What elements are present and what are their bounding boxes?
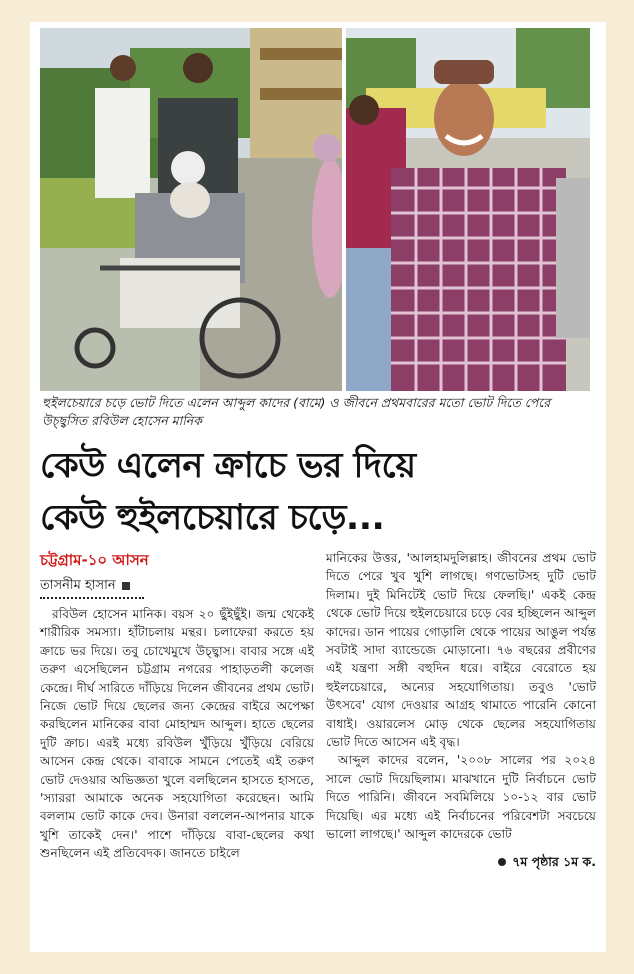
bullet-icon xyxy=(498,858,506,866)
byline-name: তাসনীম হাসান xyxy=(40,578,116,593)
headline-line-2: কেউ হুইলচেয়ারে চড়ে... xyxy=(40,498,385,538)
photo-caption: হুইলচেয়ারে চড়ে ভোট দিতে এলেন আব্দুল কাদের (বামে) ও জীবনে প্রথমবারের মতো ভোট দিতে পেরে উচ্ছ্বসিত রবিউল হোসেন মানিক xyxy=(42,395,551,428)
article-paragraph: আব্দুল কাদের বলেন, '২০০৮ সালের পর ২০২৪ সালে ভোট দিয়েছিলাম। মাঝখানে দুটি নির্বাচনে ভোট দিতে পারিনি। জীবনে সবমিলিয়ে ১০-১২ বার ভোট দিয়েছি। এর মধ্যে এই নির্বাচনের পরিবেশটা সবচেয়ে ভালো লাগছে।' আব্দুল কাদেরকে ভোট xyxy=(326,753,596,842)
divider xyxy=(40,597,144,599)
byline xyxy=(40,575,314,597)
article-paragraph: মানিকের উত্তর, 'আলহামদুলিল্লাহ। জীবনের প্রথম ভোট দিতে পেরে খুব খুশি লাগছে। গণভোটসহ দুটি ভোট দিলাম। দুই মিনিটেই ভোট দিয়ে ফেলছি।' একই কেন্দ্র থেকে ভোট দিয়ে হুইলচেয়ারে চড়ে বের হচ্ছিলেন আব্দুল কাদের। ডান পায়ের গোড়ালি থেকে পায়ের আঙুল পর্যন্ত সবটাই সাদা ব্যান্ডেজে মোড়ানো। ৭৬ বছরের প্রবীণের এই যন্ত্রণা সঙ্গী বহুদিন ধরে। বাইরে বেরোতে হয় হুইলচেয়ারে, অন্যের সহযোগিতায়। তবুও 'ভোট উৎসবে' যোগ দেওয়ার আগ্রহ থামাতে পারেনি কোনো বাধাই। ওয়ারলেস মোড় থেকে ছেলের সহযোগিতায় ভোট দিতে আসেন এই বৃদ্ধ। xyxy=(326,551,596,750)
article-paragraph: রবিউল হোসেন মানিক। বয়স ২০ ছুঁইছুঁই। জন্ম থেকেই শারীরিক সমস্যা। হাঁটাচলায় মন্থর। চলাফেরা করতে হয় ক্রাচে ভর দিয়ে। তবু চোখেমুখে উচ্ছ্বাস। বাবার সঙ্গে এই তরুণ এসেছিলেন চট্টগ্রাম নগরের পাহাড়তলী কলেজ কেন্দ্রে। দীর্ঘ সারিতে দাঁড়িয়ে দিলেন জীবনের প্রথম ভোট। নিজে ভোট দিয়ে ছেলের জন্য কেন্দ্রের বাইরে অপেক্ষা করছিলেন মানিকের বাবা মোহাম্মদ আব্দুল। হাতে ছেলের দুটি ক্রাচ। এরই মধ্যে রবিউল খুঁড়িয়ে খুঁড়িয়ে বেরিয়ে আসেন কেন্দ্র থেকে। বাবাকে সামনে পেতেই এই তরুণ ভোট দেওয়ার অভিজ্ঞতা খুলে বলছিলেন হাসতে হাসতে, 'স্যাররা আমাকে অনেক সহযোগিতা করেছেন। আমি বললাম ভোট কাকে দেব। উনারা বললেন-আপনার যাকে খুশি তাকেই দেন।' পাশে দাঁড়িয়ে বাবা-ছেলের কথা শুনছিলেন এই প্রতিবেদক। জানতে চাইলে xyxy=(40,607,314,861)
dateline: চট্টগ্রাম-১০ আসন xyxy=(40,551,149,569)
newspaper-clipping xyxy=(30,22,606,952)
continued-text: ৭ম পৃষ্ঠার ১ম ক. xyxy=(512,853,596,869)
headline-line-1: কেউ এলেন ক্রাচে ভর দিয়ে xyxy=(40,446,416,486)
article-column-right xyxy=(326,549,596,874)
photo-strip xyxy=(40,28,590,391)
smiling-man-photo xyxy=(346,28,590,391)
continued-on-page xyxy=(326,854,596,874)
headline xyxy=(40,440,596,544)
wheelchair-photo xyxy=(40,28,342,391)
square-bullet-icon xyxy=(122,582,130,590)
article-column-left xyxy=(40,549,314,863)
